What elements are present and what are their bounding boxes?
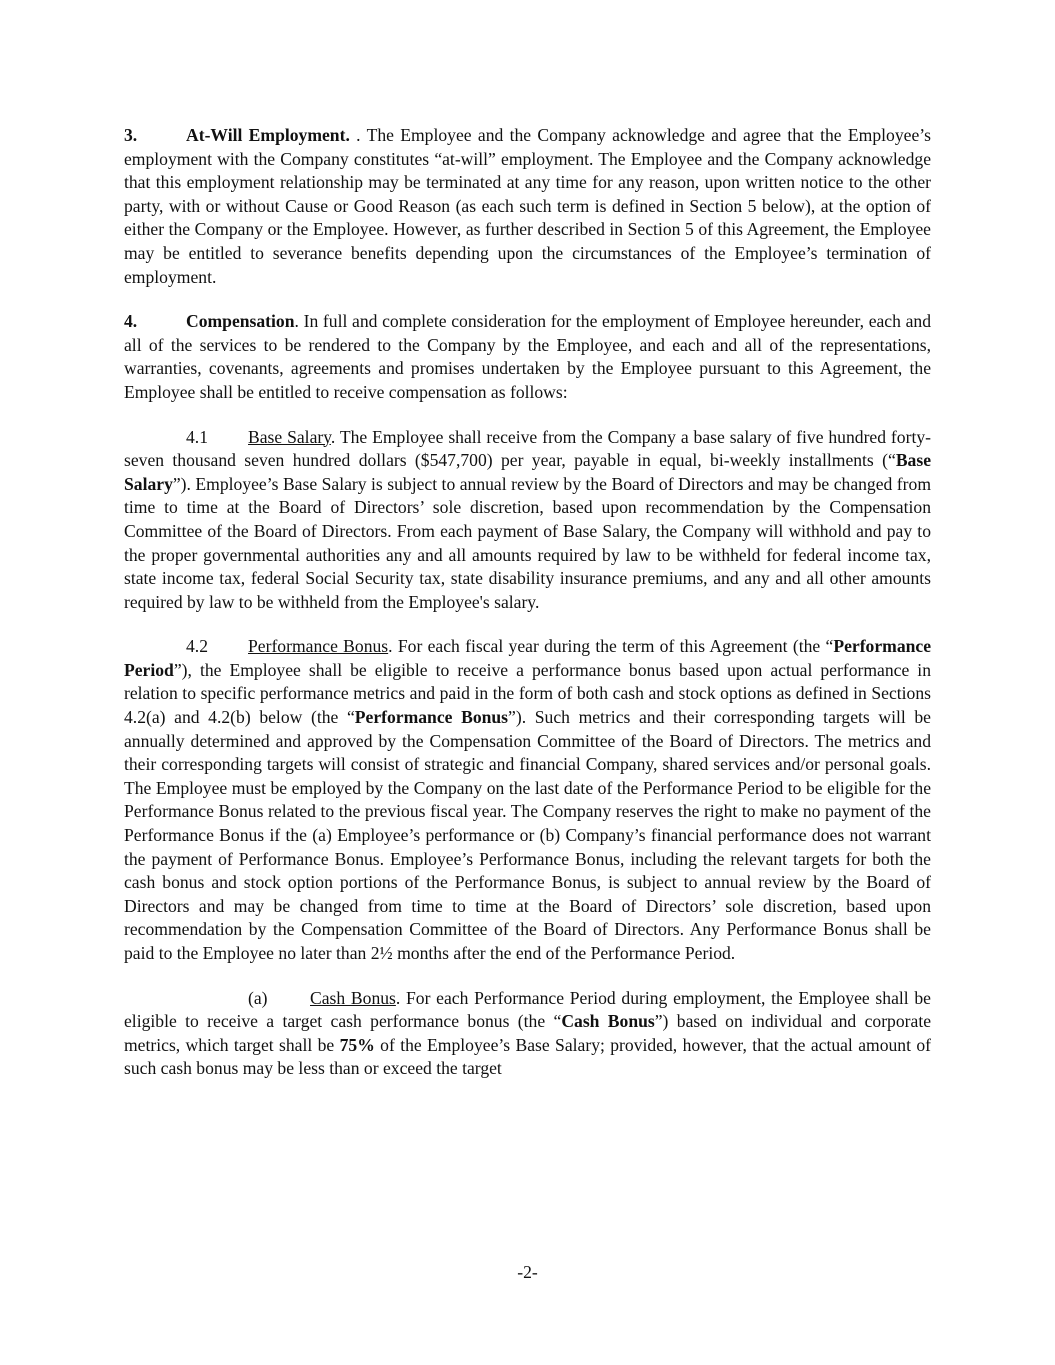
indent (124, 988, 248, 1008)
subsection-text-b: ”), the Employee shall be eligible to receive a performance bonus based upon actual performance in relation to specific performance metrics and paid in the form of both cash and stock options as defined in Sections 4.2(a) and 4.2(b) below (the “ (124, 659, 931, 728)
section-number: 3. (124, 125, 138, 145)
subsection-title: Performance Bonus (248, 636, 389, 657)
subsection-number: (a) (248, 987, 268, 1008)
subsection-text-c: of the Employee’s Base Salary; provided, however, that the actual amount of such cash bonus may be less than or exceed the target (124, 1034, 931, 1079)
subsection-text-b: ”). Employee’s Base Salary is subject to annual review by the Board of Directors and may be changed from time to time at the Board of Directors’ sole discretion, based upon recommendation by the Compensation Committee of the Board of Directors. From each payment of Base Salary, the Company will withhold and pay to the proper governmental authorities any and all amounts required by law to be withheld for federal income tax, state income tax, federal Social Security tax, state disability insurance premiums, and any and all other amounts required by law to be withheld from the Employee's salary. (124, 473, 931, 612)
defined-term: Base Salary (124, 450, 931, 494)
subsection-text-a: . For each fiscal year during the term of this Agreement (the “ (388, 636, 834, 657)
subsection-number: 4.2 (186, 636, 208, 657)
indent (124, 636, 186, 656)
defined-term-performance-period: Performance Period (124, 636, 932, 680)
section-4-2-a-cash-bonus (124, 987, 931, 1081)
defined-term-cash-bonus: Cash Bonus (561, 1011, 655, 1032)
section-text: . In full and complete consideration for the employment of Employee hereunder, each and all of the services to be rendered to the Company by the Employee, and each and all of the representations, warranties, covenants, agreements and promises undertaken by the Employee pursuant to this Agreement, the Employee shall be entitled to receive compensation as follows: (124, 311, 931, 402)
section-4-2-performance-bonus (124, 635, 931, 965)
subsection-text-b: ”) based on individual and corporate metrics, which target shall be (124, 1011, 932, 1055)
section-number: 4. (124, 311, 138, 332)
document-page (124, 124, 931, 1102)
subsection-text-a: . For each Performance Period during employment, the Employee shall be eligible to receive a target cash performance bonus (the “ (124, 987, 931, 1032)
target-percentage: 75% (339, 1034, 375, 1055)
subsection-text-c: ”). Such metrics and their corresponding targets will be annually determined and approved by the Compensation Committee of the Board of Directors. The metrics and their corresponding targets will consist of strategic and financial Company, shared services and/or personal goals. The Employee must be employed by the Company on the last date of the Performance Period to be eligible for the Performance Bonus related to the previous fiscal year. The Company reserves the right to make no payment of the Performance Bonus if the (a) Employee’s performance or (b) Company’s financial performance does not warrant the payment of Performance Bonus. Employee’s Performance Bonus, including the relevant targets for both the cash bonus and stock option portions of the Performance Bonus, is subject to annual review by the Board of Directors and may be changed from time to time at the Board of Directors’ sole discretion, based upon recommendation by the Compensation Committee of the Board of Directors. Any Performance Bonus shall be paid to the Employee no later than 2½ months after the end of the Performance Period. (124, 707, 931, 963)
section-heading: Compensation (186, 311, 295, 332)
section-heading: At-Will Employment. (186, 125, 350, 145)
section-4-compensation (124, 310, 931, 404)
section-4-1-base-salary (124, 426, 931, 615)
subsection-text-a: . The Employee shall receive from the Company a base salary of five hundred forty-seven thousand seven hundred dollars ($547,700) per year, payable in equal, bi-weekly installments (“ (124, 426, 931, 471)
defined-term-performance-bonus: Performance Bonus (354, 707, 509, 728)
subsection-title: Cash Bonus (310, 987, 396, 1008)
subsection-title: Base Salary (248, 426, 331, 447)
section-text: . The Employee and the Company acknowledge and agree that the Employee’s employment with the Company constitutes “at-will” employment. The Employee and the Company acknowledge that this employment relationship may be terminated at any time for any reason, upon written notice to the other party, with or without Cause or Good Reason (as each such term is defined in Section 5 below), at the option of either the Company or the Employee. However, as further described in Section 5 of this Agreement, the Employee may be entitled to severance benefits depending upon the circumstances of the Employee’s termination of employment. (124, 125, 931, 287)
section-3-at-will-employment (124, 124, 931, 289)
page-number: -2- (517, 1262, 538, 1282)
indent (124, 427, 186, 447)
subsection-number: 4.1 (186, 426, 208, 447)
